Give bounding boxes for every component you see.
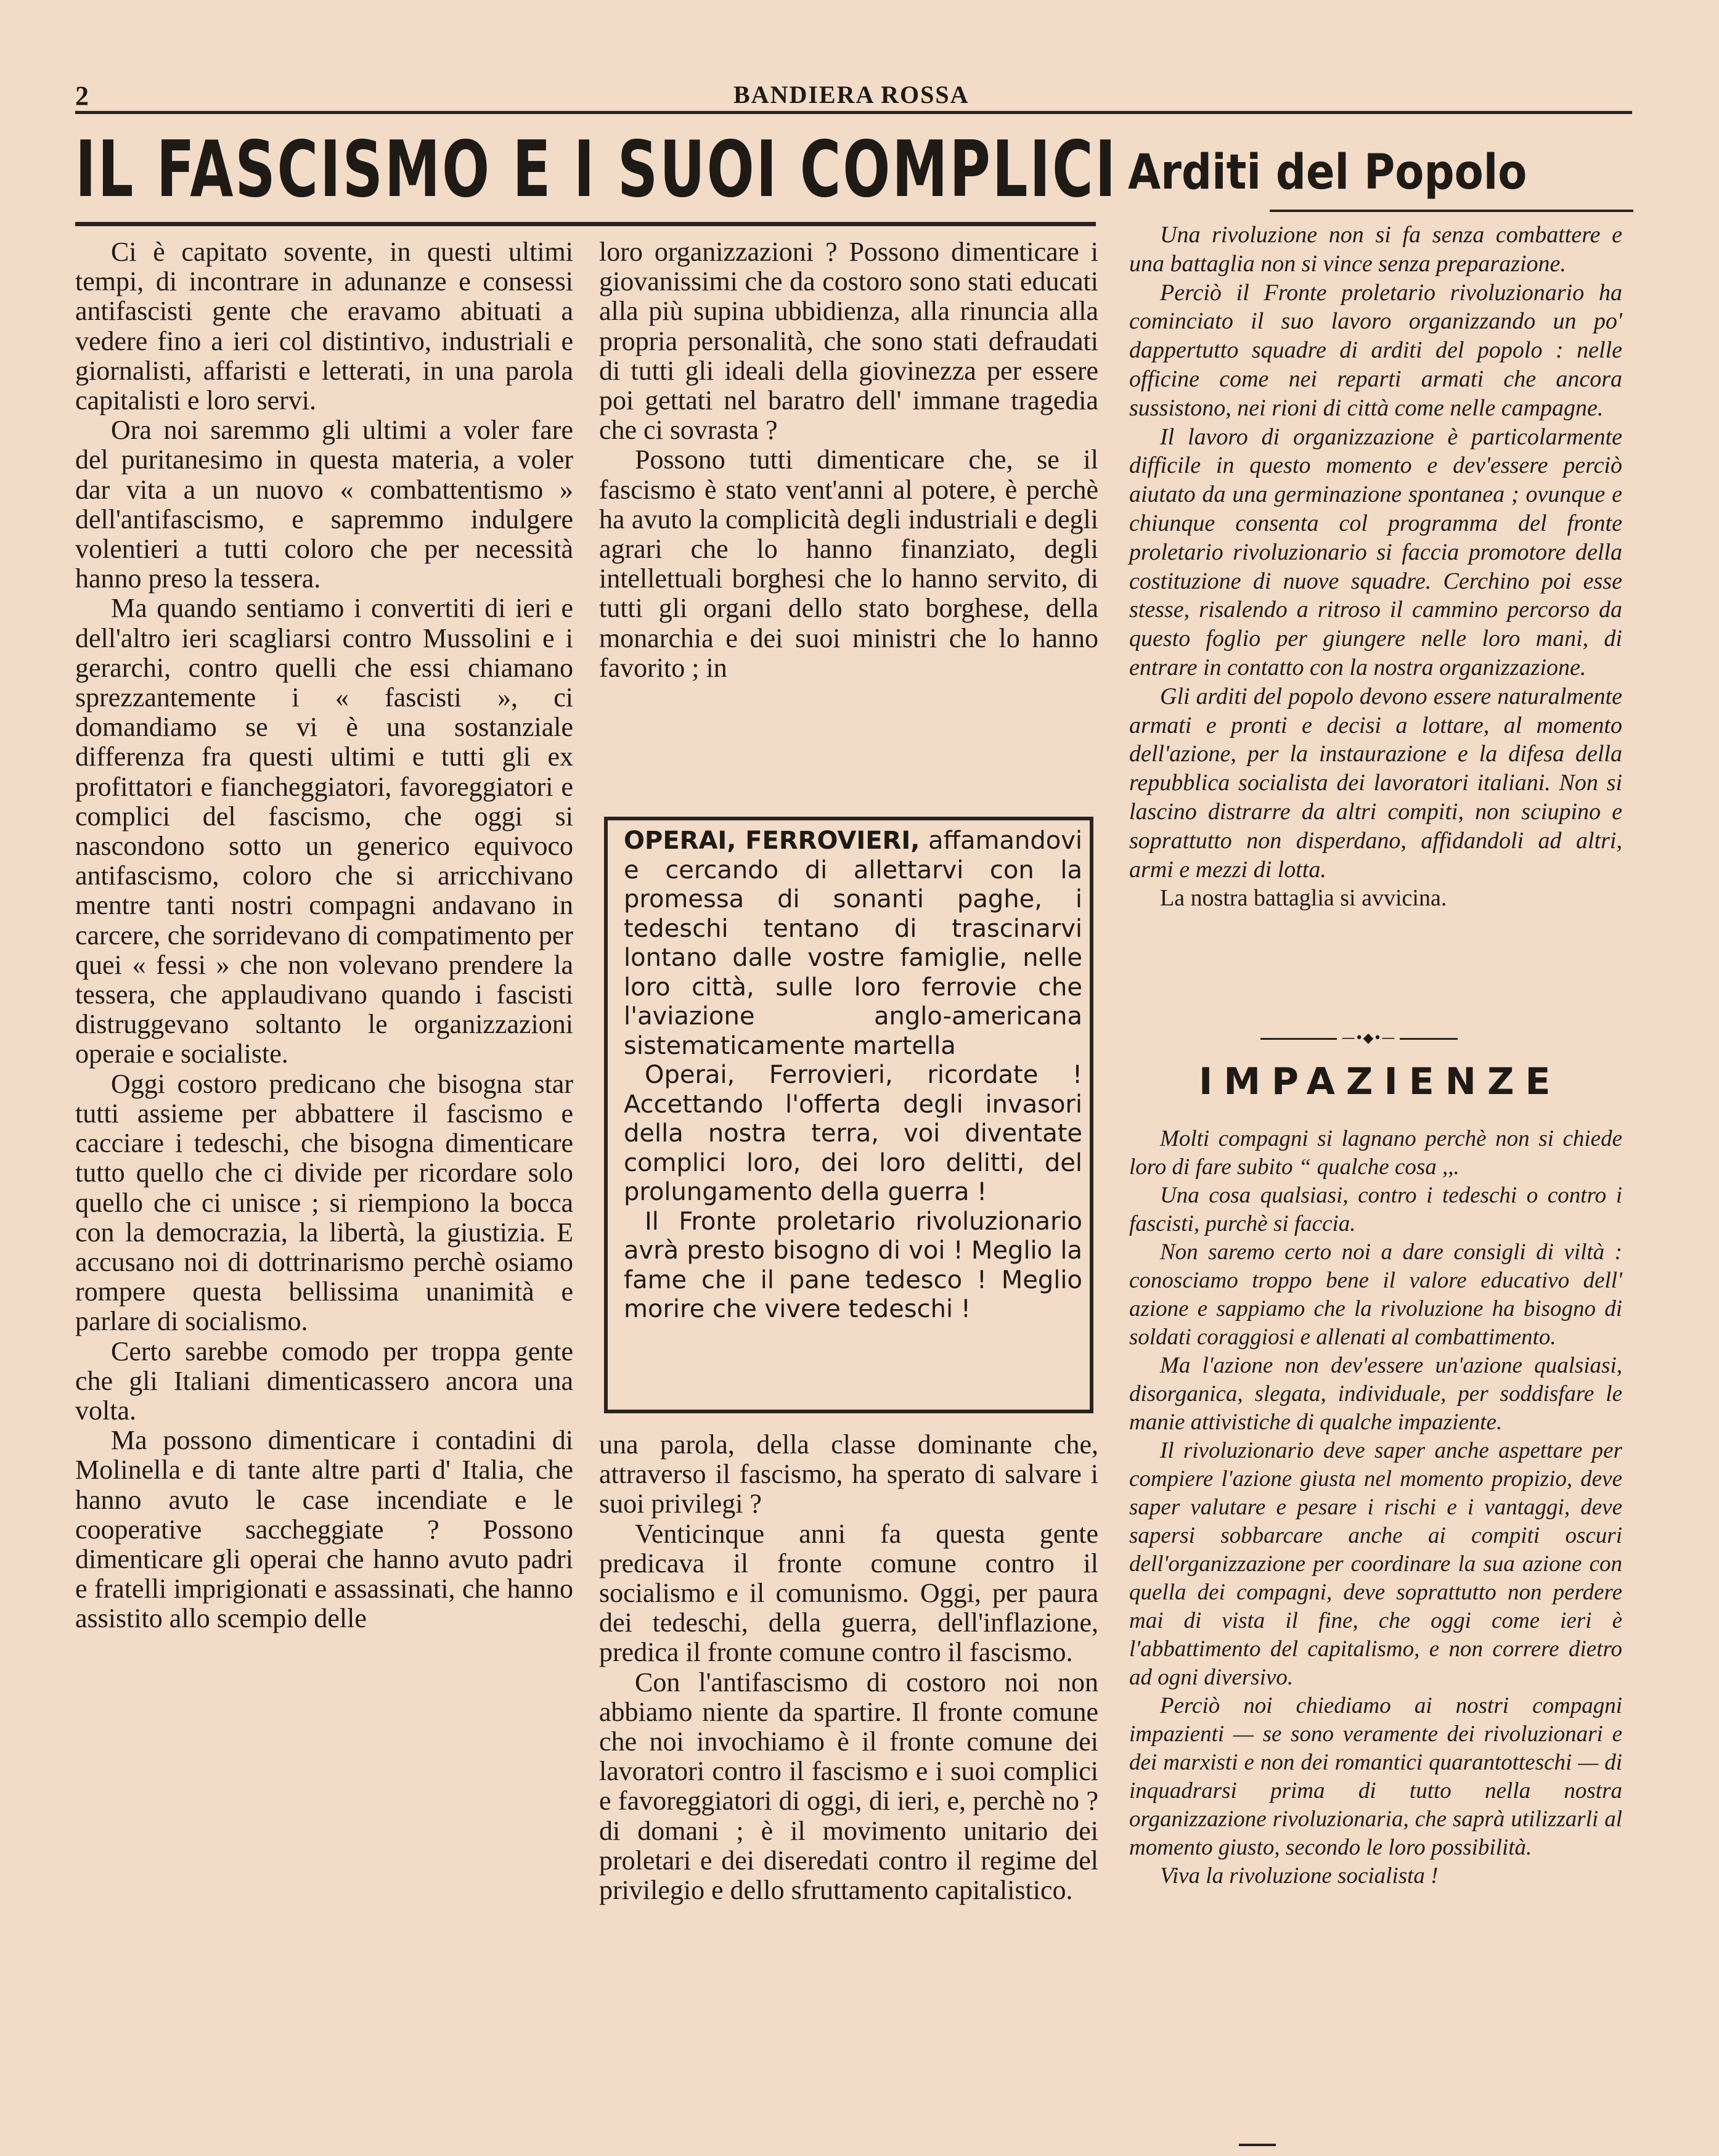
article-paragraph: Possono tutti dimenticare che, se il fascismo è stato vent'anni al potere, è perchè ha avuto la complicità degli industriali e degli agrari che lo hanno finanziato, degli intellettuali borghesi che lo hanno servito, di tutti gli organi dello stato borghese, della monarchia e dei suoi ministri che lo hanno favorito ; in	[599, 444, 1098, 683]
arditi-column	[1129, 221, 1622, 913]
arditi-paragraph: Gli arditi del popolo devono essere naturalmente armati e pronti e decisi a lottare, al momento dell'azione, per la instaurazione e la difesa della repubblica socialista dei lavoratori italiani. Non si lascino distrarre da altri compiti, non sciupino e soprattutto non disperdano, affidandoli ad altri, armi e mezzi di lotta.	[1129, 683, 1622, 883]
article-column-1	[75, 237, 573, 1634]
arditi-closing: La nostra battaglia si avvicina.	[1160, 885, 1447, 912]
box-paragraph-1	[624, 827, 1082, 1061]
masthead: BANDIERA ROSSA	[733, 81, 970, 108]
impazienze-paragraph: Ma l'azione non dev'essere un'azione qualsiasi, disorganica, slegata, individuale, per soddisfare le manie attivistiche di qualche impaziente.	[1129, 1353, 1622, 1435]
impazienze-column	[1129, 1125, 1622, 1890]
top-rule	[75, 111, 1632, 114]
article-paragraph: loro organizzazioni ? Possono dimenticare i giovanissimi che da costoro sono stati educati alla più supina ubbidienza, alla rinuncia alla propria personalità, che sono stati defraudati di tutti gli ideali della giovinezza per essere poi gettati nel baratro dell' immane tragedia che ci sovrasta ?	[599, 237, 1098, 446]
impazienze-paragraph: Viva la rivoluzione socialista !	[1160, 1863, 1439, 1889]
article-paragraph: Oggi costoro predicano che bisogna star tutti assieme per abbattere il fascismo e cacciare i tedeschi, che bisogna dimenticare tutto quello che ci divide per ricordare solo quello che ci unisce ; si riempiono la bocca con la democrazia, la libertà, la giustizia. E accusano noi di dottrinarismo perchè osiamo rompere questa bellissima unanimità e parlare di socialismo.	[75, 1068, 573, 1337]
article-paragraph: una parola, della classe dominante che, attraverso il fascismo, ha sperato di salvare i suoi privilegi ?	[599, 1429, 1098, 1519]
box-lead: OPERAI, FERROVIERI,	[624, 827, 920, 855]
article-paragraph: Con l'antifascismo di costoro noi non abbiamo niente da spartire. Il fronte comune che noi invochiamo è il fronte comune dei lavoratori contro il fascismo e i suoi complici e favoreggiatori di oggi, di ieri, e, perchè no ? di domani ; è il movimento unitario dei proletari e dei diseredati contro il regime del privilegio e dello sfruttamento capitalistico.	[599, 1667, 1098, 1906]
arditi-title: Arditi del Popolo	[1128, 145, 1527, 200]
ornament-glyph: —•◆•—	[1337, 1031, 1400, 1046]
main-headline: IL FASCISMO E I SUOI COMPLICI	[75, 124, 1118, 214]
arditi-title-rule	[1270, 210, 1633, 212]
impazienze-paragraph: Molti compagni si lagnano perchè non si chiede loro di fare subito “ qualche cosa ,,.	[1129, 1126, 1622, 1180]
impazienze-paragraph: Una cosa qualsiasi, contro i tedeschi o contro i fascisti, purchè si faccia.	[1129, 1183, 1622, 1236]
impazienze-paragraph: Il rivoluzionario deve saper anche aspettare per compiere l'azione giusta nel momento propizio, deve saper valutare e pesare i rischi e i vantaggi, deve sapersi sobbarcare anche ai compiti oscuri dell'organizzazione per coordinare la sua azione con quella dei compagni, deve soprattutto non perdere mai di vista il fine, che oggi come ieri è l'abbattimento del capitalismo, e non correre dietro ad ogni diversivo.	[1129, 1438, 1622, 1690]
impazienze-paragraph: Perciò noi chiediamo ai nostri compagni impazienti — se sono veramente dei rivoluzionari e dei marxisti e non dei romantici quarantotteschi — di inquadrarsi prima di tutto nella nostra organizzazione rivoluzionaria, che saprà utilizzarli al momento giusto, secondo le loro possibilità.	[1129, 1693, 1622, 1860]
article-paragraph: Certo sarebbe comodo per troppa gente che gli Italiani dimenticassero ancora una volta.	[75, 1336, 573, 1426]
arditi-paragraph: Il lavoro di organizzazione è particolarmente difficile in questo momento e dev'essere perciò aiutato da una germinazione spontanea ; ovunque e chiunque consenta col programma del fronte proletario rivoluzionario si faccia promotore della costituzione di nuove squadre. Cerchino poi esse stesse, risalendo a ritroso il cammino percorso da questo foglio per giungere nelle loro mani, di entrare in contatto con la nostra organizzazione.	[1129, 423, 1622, 680]
impazienze-paragraph: Non saremo certo noi a dare consigli di viltà : conosciamo troppo bene il valore educativo dell' azione e sappiamo che la rivoluzione ha bisogno di soldati coraggiosi e allenati al combattimento.	[1129, 1239, 1622, 1350]
article-paragraph: Ma quando sentiamo i convertiti di ieri e dell'altro ieri scagliarsi contro Mussolini e i gerarchi, contro quelli che essi chiamano sprezzantemente i « fascisti », ci domandiamo se vi è una sostanziale differenza fra questi ultimi e tutti gli ex profittatori e fiancheggiatori, favoreggiatori e complici del fascismo, che oggi si nascondono sotto un generico equivoco antifascismo, coloro che si arricchivano mentre tanti nostri compagni andavano in carcere, che sorridevano di compatimento per quei « fessi » che non volevano prendere la tessera, che applaudivano quando i fascisti distruggevano soltanto le organizzazioni operaie e socialiste.	[75, 593, 573, 1069]
box-text: affamandovi e cercando di allettarvi con la promessa di sonanti paghe, i tedeschi tentano di trascinarvi lontano dalle vostre famiglie, nelle loro città, sulle loro ferrovie che l'aviazione anglo-americana sistematicamente martella	[624, 827, 1082, 1060]
headline-rule	[75, 222, 1096, 226]
article-column-2-top	[599, 237, 1098, 683]
section-ornament	[1307, 1031, 1430, 1046]
article-paragraph: Ci è capitato sovente, in questi ultimi tempi, di incontrare in adunanze e consessi antifascisti gente che eravamo abituati a vedere fino a ieri col distintivo, industriali e giornalisti, affaristi e letterati, in una parola capitalisti e loro servi.	[75, 237, 573, 416]
arditi-paragraph: Una rivoluzione non si fa senza combattere e una battaglia non si vince senza preparazione.	[1129, 222, 1622, 277]
impazienze-title: IMPAZIENZE	[1199, 1060, 1562, 1103]
article-paragraph: Ora noi saremmo gli ultimi a voler fare del puritanesimo in questa materia, a voler dar vita a un nuovo « combattentismo » dell'antifascismo, e sapremmo indulgere volentieri a tutti coloro che per necessità hanno preso la tessera.	[75, 415, 573, 594]
bottom-mark	[1239, 2144, 1276, 2146]
workers-notice-box	[604, 817, 1093, 1413]
box-paragraph-2: Operai, Ferrovieri, ricordate ! Accettando l'offerta degli invasori della nostra terra, voi diventate complici loro, dei loro delitti, del prolungamento della guerra !	[624, 1061, 1082, 1206]
box-paragraph-3: Il Fronte proletario rivoluzionario avrà presto bisogno di voi ! Meglio la fame che il pane tedesco ! Meglio morire che vivere tedeschi !	[624, 1207, 1082, 1323]
article-paragraph: Venticinque anni fa questa gente predicava il fronte comune contro il socialismo e il comunismo. Oggi, per paura dei tedeschi, della guerra, dell'inflazione, predica il fronte comune contro il fascismo.	[599, 1518, 1098, 1668]
article-paragraph: Ma possono dimenticare i contadini di Molinella e di tante altre parti d' Italia, che hanno avuto le case incendiate e le cooperative saccheggiate ? Possono dimenticare gli operai che hanno avuto padri e fratelli imprigionati e assassinati, che hanno assistito allo scempio delle	[75, 1425, 573, 1634]
arditi-paragraph: Perciò il Fronte proletario rivoluzionario ha cominciato il suo lavoro organizzando un po' dappertutto squadre di arditi del popolo : nelle officine come nei reparti armati che ancora sussistono, nei rioni di città come nelle campagne.	[1129, 279, 1622, 421]
page-number: 2	[75, 81, 89, 111]
article-column-2-bottom	[599, 1430, 1098, 1905]
